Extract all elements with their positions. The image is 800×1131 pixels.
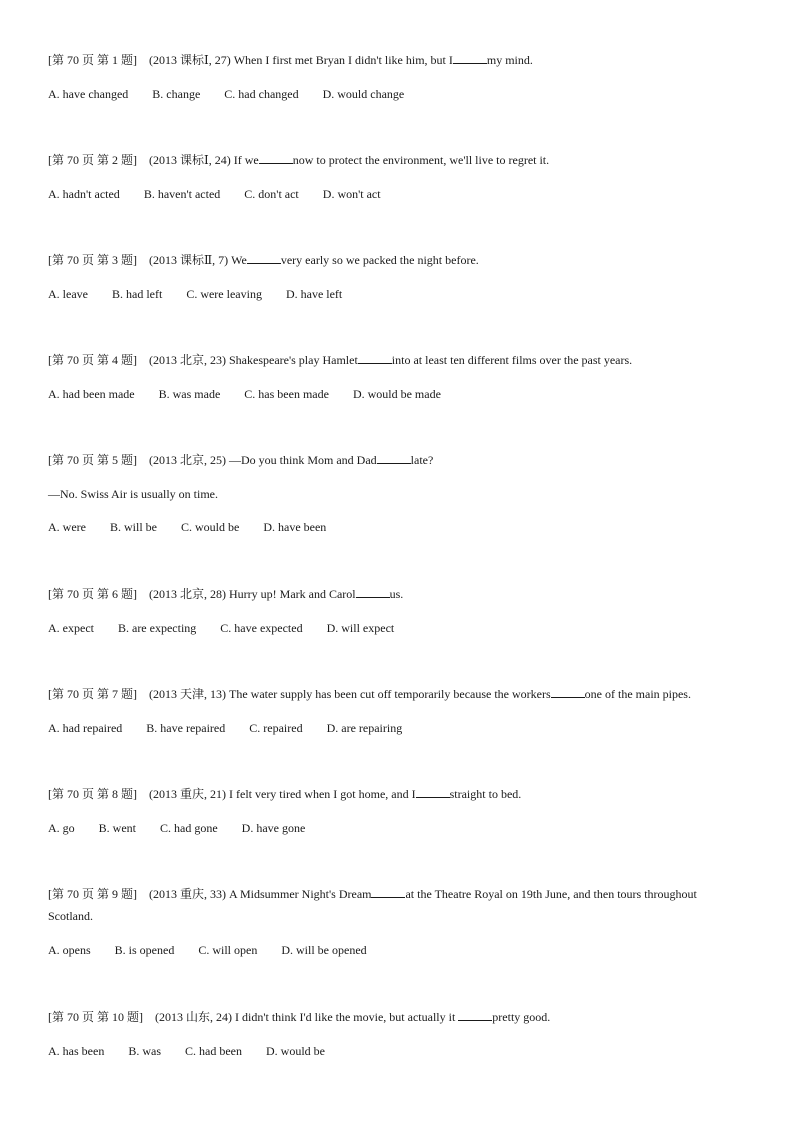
stem-after: at the Theatre Royal on 19th June, and then tours throughout bbox=[405, 887, 697, 901]
option-a: A. had been made bbox=[48, 387, 135, 401]
answer-blank bbox=[259, 153, 293, 164]
option-a: A. leave bbox=[48, 287, 88, 301]
stem-after: pretty good. bbox=[492, 1010, 551, 1024]
stem-after: late? bbox=[410, 453, 434, 467]
answer-blank bbox=[453, 53, 487, 64]
question-ref: [第 70 页 第 6 题] bbox=[48, 587, 137, 601]
option-c: C. were leaving bbox=[186, 287, 262, 301]
option-a: A. opens bbox=[48, 943, 91, 957]
option-d: D. will expect bbox=[326, 621, 395, 635]
question-source: (2013 课标Ⅰ, 27) bbox=[149, 53, 231, 67]
option-d: D. are repairing bbox=[326, 721, 403, 735]
option-c: C. will open bbox=[198, 943, 258, 957]
question-stem bbox=[48, 1009, 550, 1025]
question-stem bbox=[48, 152, 549, 168]
question-ref: [第 70 页 第 9 题] bbox=[48, 887, 137, 901]
options-row bbox=[48, 720, 402, 736]
question-source: (2013 课标Ⅰ, 24) bbox=[149, 153, 231, 167]
stem-continuation: Scotland. bbox=[48, 909, 93, 923]
option-d: D. have gone bbox=[241, 821, 306, 835]
stem-after: now to protect the environment, we'll live to regret it. bbox=[292, 153, 550, 167]
question-stem bbox=[48, 586, 403, 602]
options-row bbox=[48, 86, 404, 102]
question-stem bbox=[48, 52, 533, 68]
option-a: A. have changed bbox=[48, 87, 129, 101]
option-d: D. would be made bbox=[352, 387, 441, 401]
options-row bbox=[48, 286, 342, 302]
option-b: B. went bbox=[98, 821, 137, 835]
question-stem bbox=[48, 886, 697, 902]
option-b: B. haven't acted bbox=[143, 187, 221, 201]
option-a: A. go bbox=[48, 821, 75, 835]
option-a: A. expect bbox=[48, 621, 94, 635]
question-stem bbox=[48, 352, 632, 368]
stem-after: very early so we packed the night before. bbox=[280, 253, 479, 267]
stem-after: into at least ten different films over the past years. bbox=[391, 353, 633, 367]
answer-blank bbox=[247, 253, 281, 264]
option-d: D. would change bbox=[322, 87, 405, 101]
question-source: (2013 山东, 24) bbox=[155, 1010, 232, 1024]
question-stem bbox=[48, 452, 433, 468]
stem-before: When I first met Bryan I didn't like him, but I bbox=[233, 53, 453, 67]
answer-blank bbox=[416, 787, 450, 798]
option-c: C. had been bbox=[185, 1044, 242, 1058]
stem-before: The water supply has been cut off temporarily because the workers bbox=[229, 687, 551, 701]
option-c: C. repaired bbox=[249, 721, 303, 735]
option-a: A. has been bbox=[48, 1044, 105, 1058]
options-row bbox=[48, 942, 367, 958]
stem-after: us. bbox=[389, 587, 404, 601]
question-stem bbox=[48, 786, 521, 802]
option-c: C. has been made bbox=[244, 387, 329, 401]
option-a: A. had repaired bbox=[48, 721, 123, 735]
question-ref: [第 70 页 第 5 题] bbox=[48, 453, 137, 467]
option-c: C. had changed bbox=[224, 87, 299, 101]
options-row bbox=[48, 620, 394, 636]
question-source: (2013 课标Ⅱ, 7) bbox=[149, 253, 229, 267]
question-source: (2013 天津, 13) bbox=[149, 687, 226, 701]
question-ref: [第 70 页 第 3 题] bbox=[48, 253, 137, 267]
option-c: C. had gone bbox=[160, 821, 218, 835]
stem-before: A Midsummer Night's Dream bbox=[229, 887, 372, 901]
option-b: B. will be bbox=[109, 520, 157, 534]
question-source: (2013 重庆, 21) bbox=[149, 787, 226, 801]
option-b: B. have repaired bbox=[146, 721, 226, 735]
option-c: C. would be bbox=[180, 520, 240, 534]
question-ref: [第 70 页 第 10 题] bbox=[48, 1010, 143, 1024]
option-d: D. have been bbox=[263, 520, 327, 534]
question-ref: [第 70 页 第 4 题] bbox=[48, 353, 137, 367]
question-source: (2013 北京, 28) bbox=[149, 587, 226, 601]
question-ref: [第 70 页 第 8 题] bbox=[48, 787, 137, 801]
option-b: B. are expecting bbox=[117, 621, 197, 635]
question-ref: [第 70 页 第 7 题] bbox=[48, 687, 137, 701]
answer-blank bbox=[551, 687, 585, 698]
option-a: A. were bbox=[48, 520, 86, 534]
answer-blank bbox=[458, 1010, 492, 1021]
options-row bbox=[48, 519, 326, 535]
question-source: (2013 北京, 23) bbox=[149, 353, 226, 367]
question-ref: [第 70 页 第 2 题] bbox=[48, 153, 137, 167]
stem-before: Shakespeare's play Hamlet bbox=[229, 353, 358, 367]
option-d: D. will be opened bbox=[281, 943, 367, 957]
options-row bbox=[48, 186, 381, 202]
question-source: (2013 重庆, 33) bbox=[149, 887, 226, 901]
option-b: B. had left bbox=[111, 287, 163, 301]
dialogue-reply: —No. Swiss Air is usually on time. bbox=[48, 487, 219, 501]
stem-before: If we bbox=[233, 153, 259, 167]
option-b: B. change bbox=[152, 87, 201, 101]
option-d: D. won't act bbox=[322, 187, 381, 201]
question-stem bbox=[48, 252, 479, 268]
option-d: D. have left bbox=[285, 287, 343, 301]
question-source: (2013 北京, 25) bbox=[149, 453, 226, 467]
option-c: C. have expected bbox=[220, 621, 303, 635]
answer-blank bbox=[377, 453, 411, 464]
options-row bbox=[48, 386, 441, 402]
option-d: D. would be bbox=[265, 1044, 325, 1058]
stem-before: I didn't think I'd like the movie, but actually it bbox=[235, 1010, 459, 1024]
question-stem bbox=[48, 686, 691, 702]
stem-after: my mind. bbox=[486, 53, 533, 67]
options-row bbox=[48, 1043, 325, 1059]
option-b: B. was made bbox=[158, 387, 221, 401]
option-a: A. hadn't acted bbox=[48, 187, 120, 201]
answer-blank bbox=[371, 887, 405, 898]
option-b: B. was bbox=[128, 1044, 161, 1058]
stem-after: straight to bed. bbox=[449, 787, 522, 801]
stem-after: one of the main pipes. bbox=[584, 687, 691, 701]
stem-before: —Do you think Mom and Dad bbox=[229, 453, 377, 467]
question-ref: [第 70 页 第 1 题] bbox=[48, 53, 137, 67]
stem-before: I felt very tired when I got home, and I bbox=[229, 787, 416, 801]
options-row bbox=[48, 820, 305, 836]
answer-blank bbox=[358, 353, 392, 364]
stem-before: Hurry up! Mark and Carol bbox=[229, 587, 356, 601]
stem-before: We bbox=[231, 253, 247, 267]
option-b: B. is opened bbox=[114, 943, 175, 957]
answer-blank bbox=[356, 587, 390, 598]
option-c: C. don't act bbox=[244, 187, 299, 201]
